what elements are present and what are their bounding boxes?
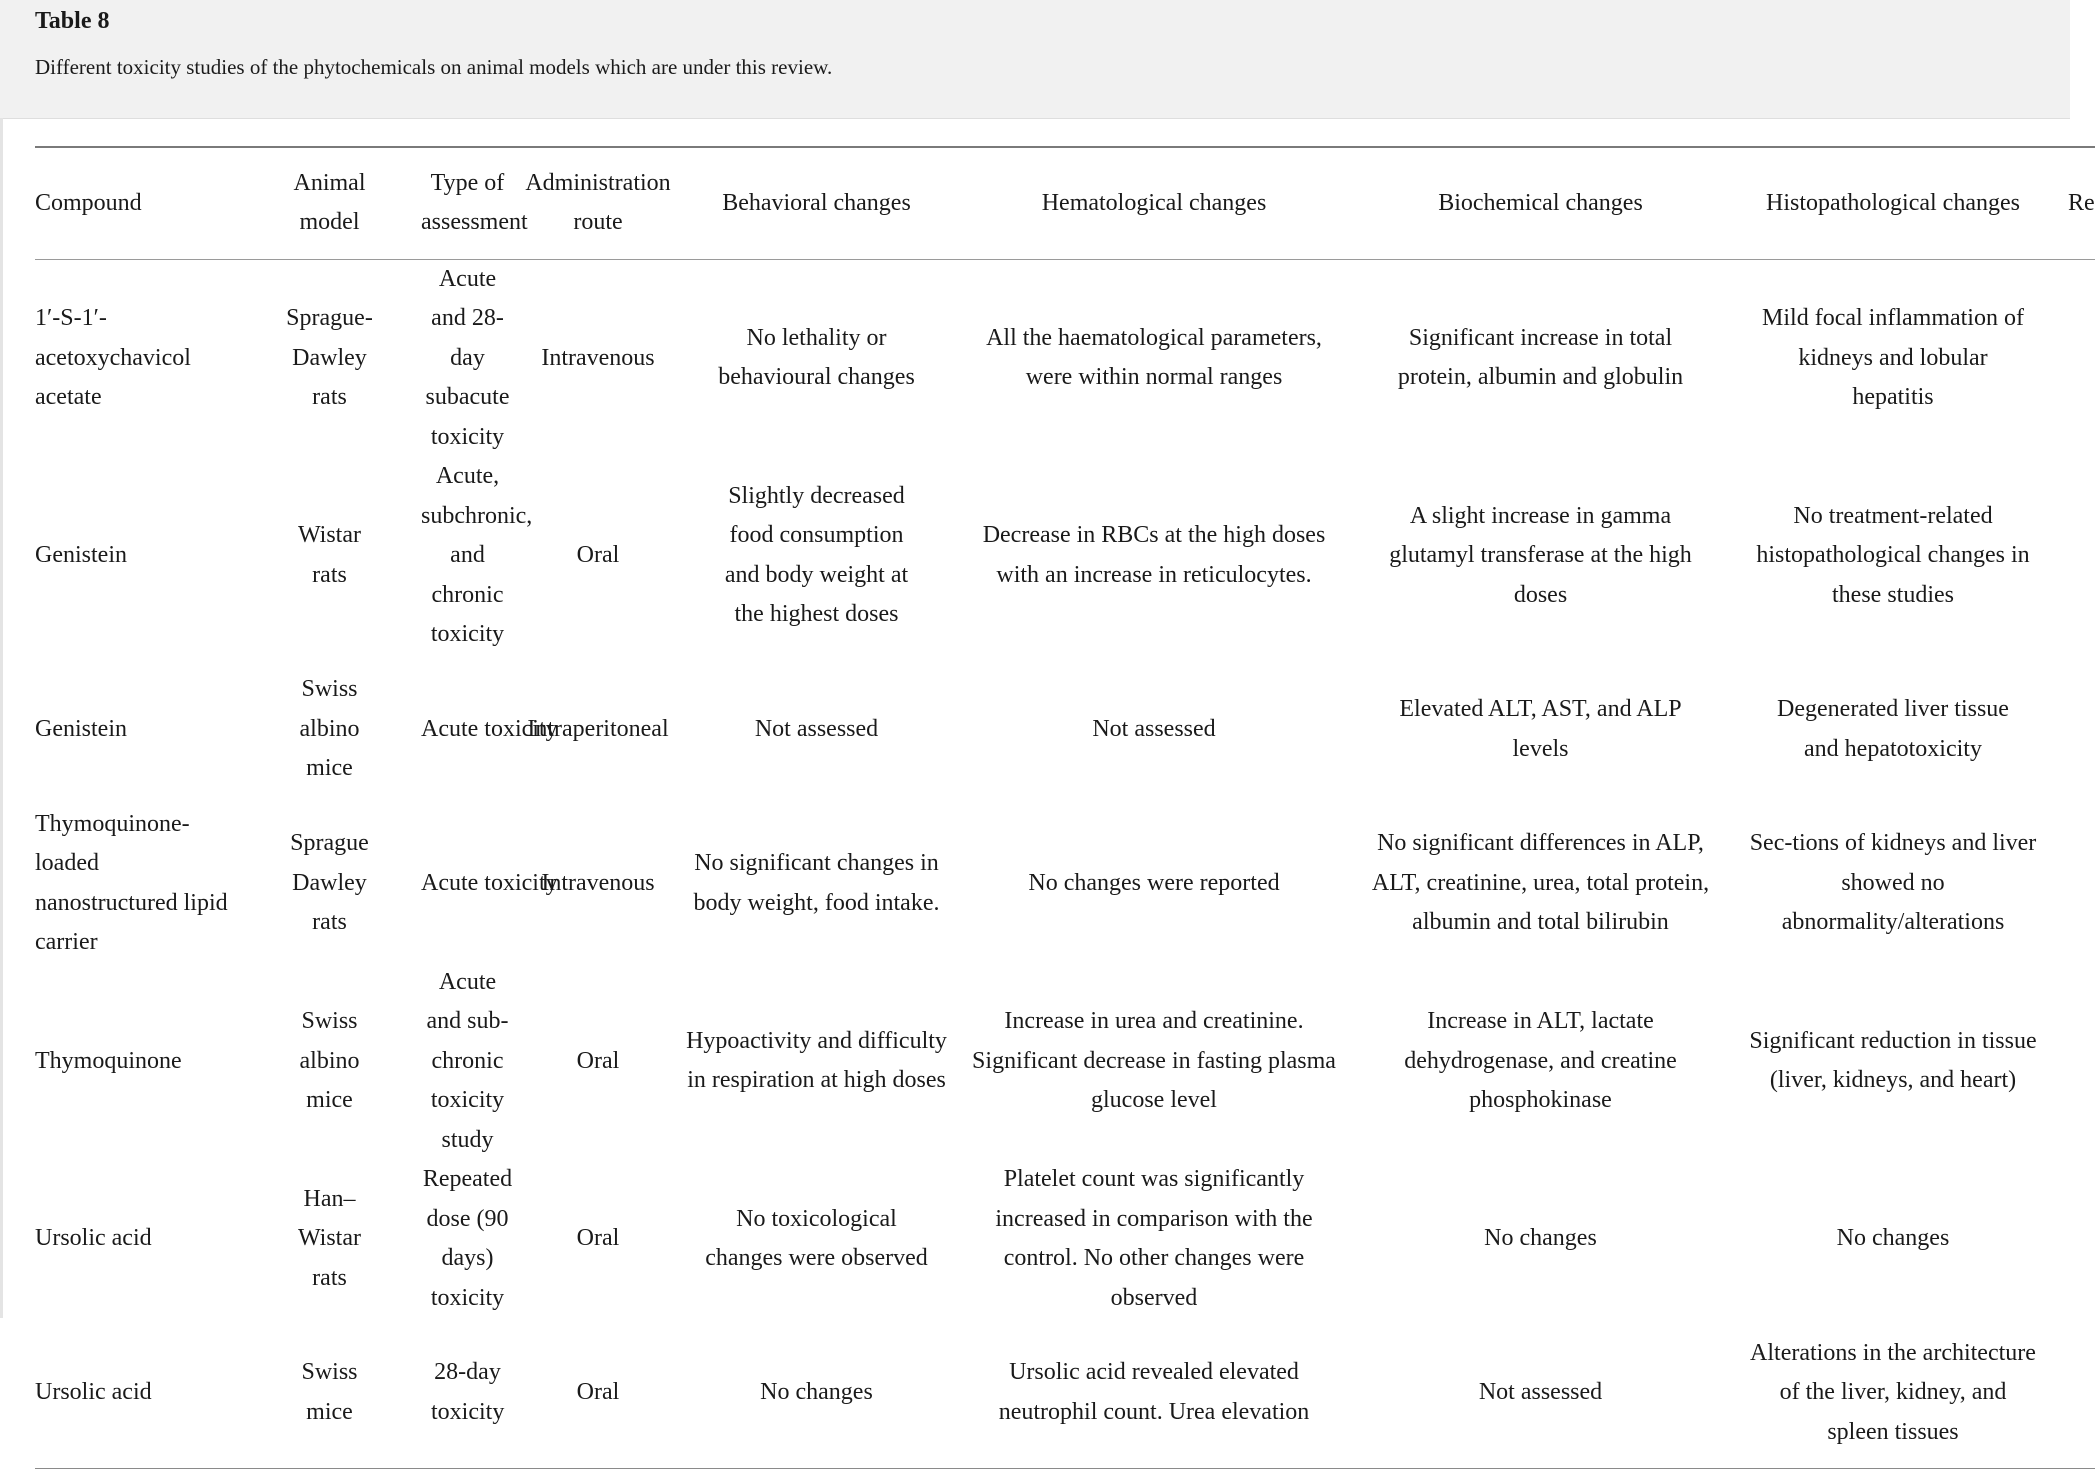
header-histopathological-changes: Histopathological changes [1728, 147, 2058, 259]
cell-assessment: Acute, subchronic, and chronic toxicity [421, 463, 533, 647]
cell-behavioral: Hypoactivity and difficulty in respiration at high doses [686, 1027, 947, 1094]
cell-compound: Ursolic acid [35, 1318, 242, 1468]
cell-behavioral: No toxicological changes were observed [705, 1205, 928, 1271]
cell-animal-model: Han–Wistar rats [297, 1185, 361, 1291]
cell-animal-model: Swiss albino mice [299, 1008, 360, 1113]
cell-truncated [2058, 1160, 2095, 1318]
cell-hematological: Ursolic acid revealed elevated neutrophil count. Urea elevation [955, 1318, 1353, 1468]
cell-animal-model: Swiss mice [242, 1318, 417, 1468]
cell-behavioral: No lethality or behavioural changes [718, 324, 915, 391]
cell-truncated [2058, 655, 2095, 805]
cell-compound: Genistein [35, 715, 127, 742]
cell-assessment: Acute and 28-day subacute toxicity [425, 265, 510, 450]
table-row [35, 963, 2095, 1161]
cell-assessment: Acute toxicity [421, 715, 558, 742]
cell-route: Oral [576, 542, 620, 568]
cell-biochemical: A slight increase in gamma glutamyl transferase at the high doses [1389, 502, 1692, 608]
cell-hematological: Increase in urea and creatinine. Significant decrease in fasting plasma glucose level [972, 1008, 1336, 1113]
table-row [35, 457, 2095, 655]
table-header-row [35, 147, 2095, 259]
cell-animal-model: Sprague-Dawley rats [286, 305, 373, 410]
cell-behavioral: Not assessed [754, 715, 879, 742]
cell-biochemical: Elevated ALT, AST, and ALP levels [1399, 696, 1682, 762]
table-row [35, 1160, 2095, 1318]
cell-histopathological: Alterations in the architecture of the liver, kidney, and spleen tissues [1728, 1318, 2058, 1468]
cell-histopathological: No changes [1836, 1225, 1950, 1252]
cell-biochemical: No significant differences in ALP, ALT, creatinine, urea, total protein, albumin and total bilirubin [1371, 830, 1710, 936]
cell-hematological: Not assessed [1092, 715, 1216, 742]
cell-hematological: All the haematological parameters, were within normal ranges [986, 324, 1322, 391]
header-administration-route: Administration route [518, 147, 678, 259]
cell-histopathological: Significant reduction in tissue (liver, kidneys, and heart) [1749, 1027, 2037, 1094]
table-wrapper [35, 146, 2095, 1469]
cell-route: Oral [576, 1225, 620, 1252]
cell-assessment: Acute toxicity [421, 869, 558, 896]
cell-truncated [2058, 805, 2095, 963]
table-caption: Different toxicity studies of the phytochemicals on animal models which are under this review. [35, 55, 833, 79]
cell-animal-model: Sprague Dawley rats [290, 830, 369, 936]
cell-truncated [2058, 259, 2095, 457]
header-compound: Compound [35, 147, 242, 259]
cell-compound: Thymoquinone-loaded nanostructured lipid carrier [35, 810, 228, 955]
cell-route: Intravenous [541, 344, 655, 371]
cell-animal-model: Wistar rats [297, 522, 361, 588]
cell-hematological: No changes were reported [1028, 869, 1280, 896]
cell-behavioral: No significant changes in body weight, food intake. [693, 850, 940, 916]
cell-histopathological: No treatment-related histopathological changes in these studies [1756, 502, 2030, 608]
cell-biochemical: Increase in ALT, lactate dehydrogenase, and creatine phosphokinase [1404, 1008, 1677, 1113]
table-label: Table 8 [35, 8, 110, 34]
cell-biochemical: Significant increase in total protein, albumin and globulin [1397, 324, 1684, 391]
cell-truncated [2058, 457, 2095, 655]
cell-compound: 1′-S-1′-acetoxychavicol acetate [35, 305, 191, 410]
header-behavioral-changes: Behavioral changes [678, 147, 955, 259]
cell-biochemical: No changes [1484, 1225, 1597, 1252]
cell-hematological: Platelet count was significantly increased in comparison with the control. No other changes were observed [995, 1166, 1313, 1311]
cell-animal-model: Swiss albino mice [299, 676, 360, 782]
cell-biochemical: Not assessed [1353, 1318, 1728, 1468]
cell-route: Intraperitoneal [527, 715, 669, 742]
toxicity-table [35, 146, 2095, 1469]
cell-route: Oral [576, 1047, 620, 1074]
cell-assessment: Acute and sub-chronic toxicity study [426, 968, 509, 1153]
cell-truncated [2058, 963, 2095, 1161]
header-animal-model: Animal model [242, 147, 417, 259]
table-row [35, 655, 2095, 805]
header-references-truncated: Re [2058, 147, 2095, 259]
table-row [35, 805, 2095, 963]
header-hematological-changes: Hematological changes [955, 147, 1353, 259]
cell-assessment: Repeated dose (90 days) toxicity [422, 1166, 513, 1311]
cell-truncated [2058, 1318, 2095, 1468]
cell-behavioral: No changes [678, 1318, 955, 1468]
cell-compound: Ursolic acid [35, 1225, 152, 1252]
cell-histopathological: Degenerated liver tissue and hepatotoxicity [1777, 696, 2009, 762]
table-row [35, 1318, 2095, 1468]
cell-assessment: 28-day toxicity [417, 1318, 518, 1468]
cell-route: Oral [518, 1318, 678, 1468]
cell-compound: Genistein [35, 542, 127, 568]
cell-hematological: Decrease in RBCs at the high doses with an increase in reticulocytes. [982, 522, 1326, 588]
cell-behavioral: Slightly decreased food consumption and body weight at the highest doses [724, 482, 909, 628]
header-biochemical-changes: Biochemical changes [1353, 147, 1728, 259]
cell-compound: Thymoquinone [35, 1047, 182, 1074]
header-type-of-assessment: Type of assessment [417, 147, 518, 259]
table-caption-box [0, 0, 2070, 119]
table-row [35, 259, 2095, 457]
cell-histopathological: Sec-tions of kidneys and liver showed no abnormality/alterations [1749, 830, 2037, 936]
cell-histopathological: Mild focal inflammation of kidneys and lobular hepatitis [1762, 305, 2024, 410]
cell-route: Intravenous [541, 869, 655, 896]
panel-left-edge [0, 118, 3, 1318]
